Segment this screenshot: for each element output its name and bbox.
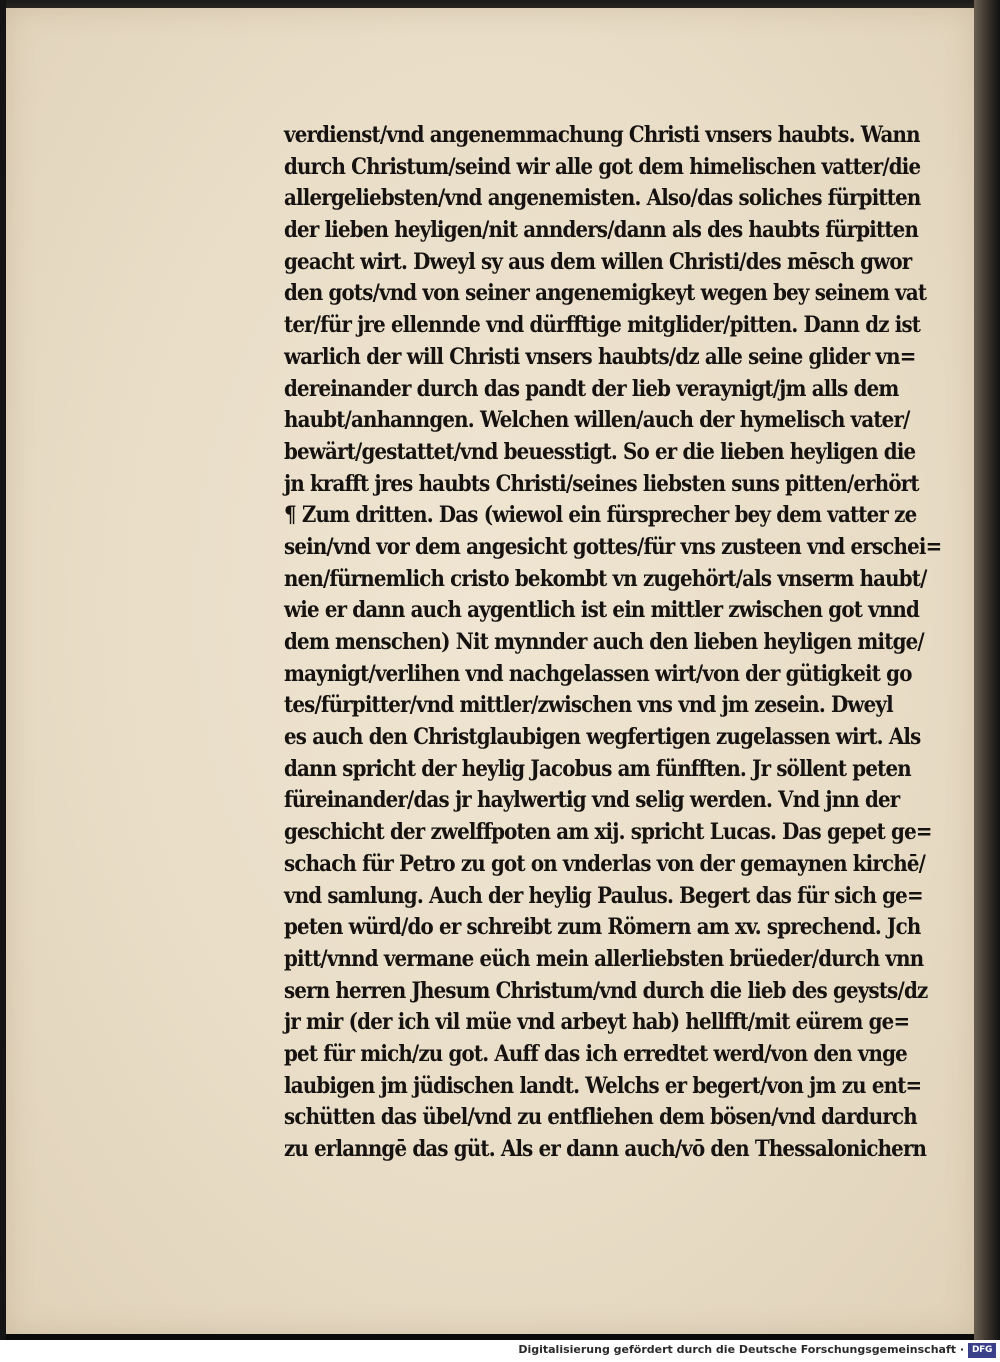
scan-edge-right: [974, 0, 1000, 1340]
text-line: schütten das übel/vnd zu entfliehen dem bösen/vnd dardurch: [284, 1104, 917, 1131]
text-line: pet für mich/zu got. Auff das ich erredtet werd/von den vnge: [284, 1040, 907, 1067]
text-line: dereinander durch das pandt der lieb veraynigt/jm alls dem: [284, 375, 899, 402]
text-line: peten würd/do er schreibt zum Römern am xv. sprechend. Jch: [284, 914, 921, 941]
text-line: den gots/vnd von seiner angenemigkeyt wegen bey seinem vat: [284, 280, 927, 307]
text-line: ¶ Zum dritten. Das (wiewol ein fürsprecher bey dem vatter ze: [284, 502, 917, 529]
text-line: der lieben heyligen/nit annders/dann als des haubts fürpitten: [284, 217, 919, 244]
dfg-logo-icon: DFG: [968, 1343, 996, 1358]
digitization-footer: [0, 1340, 1000, 1362]
text-line: haubt/anhanngen. Welchen willen/auch der hymelisch vater/: [284, 407, 910, 434]
text-line: verdienst/vnd angenemmachung Christi vnsers haubts. Wann: [284, 122, 920, 148]
text-line: sern herren Jhesum Christum/vnd durch die lieb des geysts/dz: [284, 977, 928, 1004]
text-line: jr mir (der ich vil müe vnd arbeyt hab) hellfft/mit eürem ge=: [284, 1009, 910, 1036]
text-line: füreinander/das jr haylwertig vnd selig werden. Vnd jnn der: [284, 787, 900, 814]
text-line: laubigen jm jüdischen landt. Welchs er begert/von jm zu ent=: [284, 1072, 922, 1099]
page-text: [284, 120, 974, 1166]
text-line: wie er dann auch aygentlich ist ein mittler zwischen got vnnd: [284, 597, 920, 624]
text-line: maynigt/verlihen vnd nachgelassen wirt/von der gütigkeit go: [284, 660, 912, 687]
text-line: geschicht der zwelffpoten am xij. spricht Lucas. Das gepet ge=: [284, 819, 932, 846]
text-line: warlich der will Christi vnsers haubts/dz alle seine glider vn=: [284, 343, 916, 370]
text-line: ter/für jre ellennde vnd dürfftige mitglider/pitten. Dann dz ist: [284, 312, 921, 339]
text-line: sein/vnd vor dem angesicht gottes/für vns zusteen vnd erschei=: [284, 533, 942, 560]
funding-credit: Digitalisierung gefördert durch die Deutsche Forschungsgemeinschaft ·: [518, 1343, 964, 1356]
text-line: schach für Petro zu got on vnderlas von der gemaynen kirchē/: [284, 850, 926, 877]
text-line: nen/fürnemlich cristo bekombt vn zugehört/als vnserm haubt/: [284, 565, 927, 592]
text-line: bewärt/gestattet/vnd beuesstigt. So er die lieben heyligen die: [284, 438, 916, 465]
text-line: dem menschen) Nit mynnder auch den lieben heyligen mitge/: [284, 629, 924, 655]
text-line: zu erlanngē das güt. Als er dann auch/vō den Thessalonichern: [284, 1136, 927, 1162]
text-line: es auch den Christglaubigen wegfertigen zugelassen wirt. Als: [284, 724, 921, 751]
text-line: allergeliebsten/vnd angenemisten. Also/das soliches fürpitten: [284, 185, 921, 212]
book-page: [6, 8, 974, 1334]
text-line: vnd samlung. Auch der heylig Paulus. Begert das für sich ge=: [284, 882, 923, 909]
text-line: dann spricht der heylig Jacobus am fünfften. Jr söllent peten: [284, 755, 911, 782]
text-line: tes/fürpitter/vnd mittler/zwischen vns vnd jm zesein. Dweyl: [284, 692, 893, 719]
text-line: jn krafft jres haubts Christi/seines liebsten suns pitten/erhört: [284, 470, 919, 497]
text-line: pitt/vnnd vermane eüch mein allerliebsten brüeder/durch vnn: [284, 945, 924, 972]
text-line: geacht wirt. Dweyl sy aus dem willen Christi/des mēsch gwor: [284, 248, 912, 275]
text-line: durch Christum/seind wir alle got dem himelischen vatter/die: [284, 153, 921, 180]
